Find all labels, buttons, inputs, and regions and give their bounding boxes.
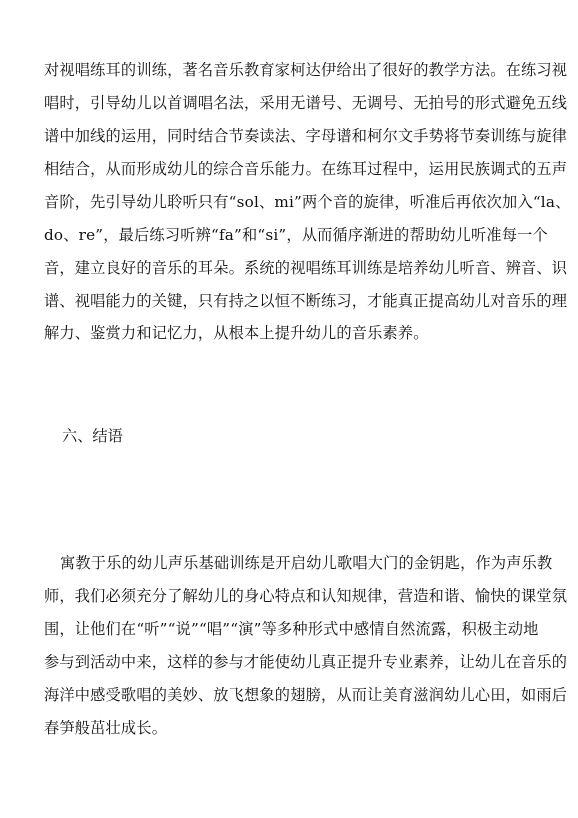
paragraph-1-line-6: do、re”，最后练习听辨“fa”和“si”，从而循序渐进的帮助幼儿听准每一个	[44, 226, 548, 244]
paragraph-1-line-7: 音，建立良好的音乐的耳朵。系统的视唱练耳训练是培养幼儿听音、辨音、识	[44, 259, 568, 277]
paragraph-1-line-9: 解力、鉴赏力和记忆力，从根本上提升幼儿的音乐素养。	[44, 324, 429, 342]
paragraph-1-line-4: 相结合，从而形成幼儿的综合音乐能力。在练耳过程中，运用民族调式的五声	[44, 160, 568, 178]
paragraph-2-line-4: 参与到活动中来，这样的参与才能使幼儿真正提升专业素养，让幼儿在音乐的	[44, 653, 568, 671]
paragraph-2-line-3: 围，让他们在“听”“说”“唱”“演”等多种形式中感情自然流露，积极主动地	[44, 620, 539, 638]
paragraph-2-line-5: 海洋中感受歌唱的美妙、放飞想象的翅膀，从而让美育滋润幼儿心田，如雨后	[44, 686, 568, 704]
paragraph-2-line-1: 寓教于乐的幼儿声乐基础训练是开启幼儿歌唱大门的金钥匙，作为声乐教	[60, 554, 553, 572]
paragraph-2-line-6: 春笋般茁壮成长。	[44, 719, 168, 737]
section-heading-conclusion: 六、结语	[62, 427, 123, 445]
paragraph-1-line-2: 唱时，引导幼儿以首调唱名法，采用无谱号、无调号、无拍号的形式避免五线	[44, 94, 568, 112]
paragraph-1-line-8: 谱、视唱能力的关键，只有持之以恒不断练习，才能真正提高幼儿对音乐的理	[44, 292, 568, 310]
paragraph-1-line-1: 对视唱练耳的训练，著名音乐教育家柯达伊给出了很好的教学方法。在练习视	[44, 61, 568, 79]
paragraph-1-line-3: 谱中加线的运用，同时结合节奏读法、字母谱和柯尔文手势将节奏训练与旋律	[44, 127, 568, 145]
paragraph-1-line-5: 音阶，先引导幼儿聆听只有“sol、mi”两个音的旋律，听准后再依次加入“la、	[44, 193, 571, 211]
paragraph-2-line-2: 师，我们必须充分了解幼儿的身心特点和认知规律，营造和谐、愉快的课堂氛	[44, 587, 568, 605]
